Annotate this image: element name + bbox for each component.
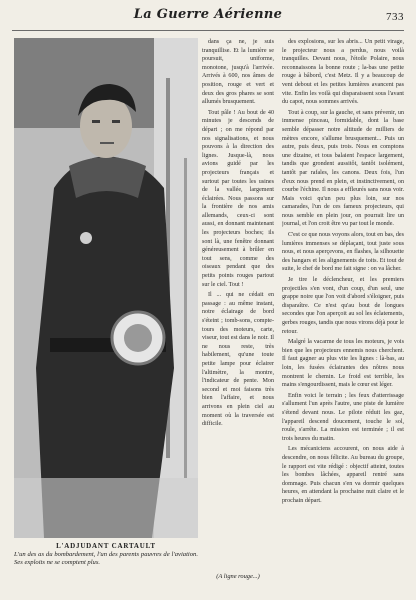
masthead	[0, 6, 416, 36]
portrait-photo	[14, 38, 198, 538]
paragraph: Il ... qui ne cédait en passage : au même instant, notre éclairage de bord s'éteint ; tomb-sons, compte-tours des moteurs, carte, viseur, tout est dans le noir. Il ne nous reste, très habilement, qu'une toute petite lampe pour éclairer l'altimètre, la montre, l'indicateur de pente. Mon second et moi faisons très bien l'affaire, et nous arrivons en plein ciel au moment où la traversée est difficile.	[202, 292, 274, 428]
paragraph: des explosions, sur les abris... Un petit virage, le projecteur nous a perdus, nous voilà tranquilles. Devant nous, l'étoile Polaire, nous reconnaissons la bonne route ; la-bas une petite rouge à bâbord, c'est Metz. Il y a beaucoup de vent debout et les petites lumières avancent pas vite. Enfin les voilà qui disparaissent sous l'avant du capot, nous sommes arrivés.	[282, 39, 404, 106]
continued-note: (A ligne rouge...)	[216, 573, 260, 580]
paragraph: Tout pâle ! Au bout de 40 minutes je descends de départ ; on me répond par nos signalisations, et nous pouvons à la direction des lignes. Jusque-là, nous avions guidé par les projecteurs français et surtout par toutes les usines de la vallée, largement éclairées. Nous passons sur la frontière de nos amis allemands, ceux-ci sont aussi, en donnant maintenant les projecteurs boches; ils sont là, une fenêtre donnant généreusement à brûler en tout sens, comme des oiseaux pendant que des petits points rouges partout sur le ciel. Tout !	[202, 109, 274, 288]
article-column-right	[282, 38, 404, 588]
paragraph: dans ça ne, je suis tranquillise. Et la lumière se poursuit, uniforme, monotone, jusqu'à l'arrivée. Arrivés à 600, nos âmes de position, rouge et vert et deux des gros phares se sont allumés brusquement.	[202, 39, 274, 106]
caption-text: L'un des as du bombardement, l'un des parents pauvres de l'aviation. Ses exploits ne se comptent plus.	[14, 551, 198, 567]
page-number: 733	[386, 11, 404, 23]
portrait-illustration	[14, 38, 198, 538]
caption-title: L'ADJUDANT CARTAULT	[56, 542, 156, 550]
paragraph: Les mécaniciens accourent, on nous aide à descendre, on nous félicite. Au bureau du groupe, le rapport est vite rédigé : objectif atteint, toutes les bombes lâchées, appareil rentré sans dommage. Puis chacun s'en va dormir quelques heures, en attendant la prochaine nuit claire et le prochain départ.	[282, 446, 404, 504]
photo-caption	[14, 542, 198, 568]
paragraph: C'est ce que nous voyons alors, tout en bas, des lumières immenses se déplaçant, tout juste sous nous, et nous aperçevons, en flashes, la silhouette des hangars et les alignements de toits. Et tout de suite, le chef de bord me fait signe : on va lâcher.	[282, 232, 404, 273]
paragraph: Tout à coup, sur la gauche, et sans prévenir, un immense pinceau, formidable, dont la base semble dépasser notre altitude de milliers de mètres encore, s'allume brusquement... Puis un autre, puis deux, puis trois. Nous en comptons une dizaine, et tous balaient l'espace largement, tandis que grondent aussitôt, tantôt isolément, tantôt par rafales, les canons. Deux fois, l'un d'eux nous prend en plein, et instinctivement, on courbe l'échine. Il nous a effleurés sans nous voir. Mais voici qu'un peu plus loin, sur nos camarades, l'un de ces fameux projecteurs, qui nous semble en plein jour, on pourrait lire un journal, et l'on croit être vu par tout le monde.	[282, 109, 404, 228]
magazine-title: La Guerre Aérienne	[133, 7, 283, 22]
header-rule	[12, 30, 404, 31]
article-column-middle	[202, 38, 274, 570]
paragraph: Malgré la vacarme de tous les moteurs, je vois bien que les projecteurs ennemis nous cherchent. Il faut gagner au plus vite les lignes : là-bas, au loin, les fusées éclairantes des nôtres nous montrent le chemin. Le froid est terrible, les mains s'engourdissent, mais le cœur est léger.	[282, 339, 404, 389]
paragraph: Je tire le déclencheur, et les premiers projectiles s'en vont, d'un coup, d'un seul, une grappe noire que l'on voit d'abord s'éloigner, puis disparaître. Ce n'est qu'au bout de longues secondes que l'on aperçoit au sol les éclatements, gerbes rouges, tandis que nous virons déjà pour le retour.	[282, 277, 404, 335]
paragraph: Enfin voici le terrain ; les feux d'atterrissage s'allument l'un après l'autre, une piste de lumière s'étend devant nous. Le pilote réduit les gaz, l'appareil descend doucement, touche le sol, roule, s'arrête. La mission est terminée ; il est trois heures du matin.	[282, 392, 404, 442]
